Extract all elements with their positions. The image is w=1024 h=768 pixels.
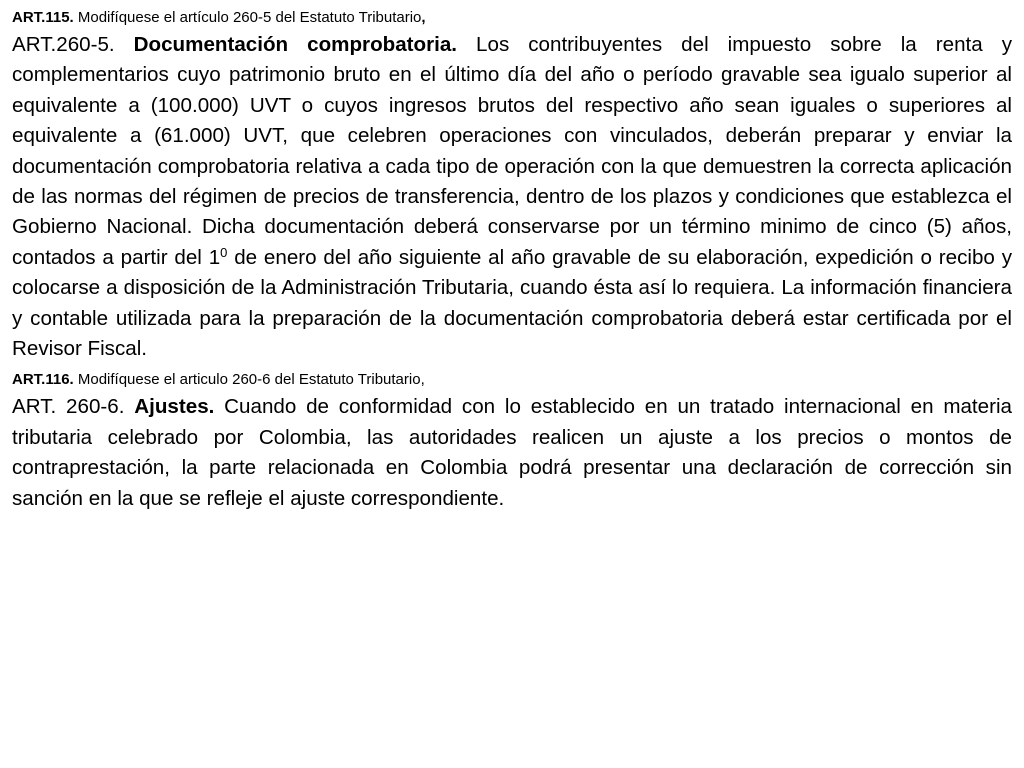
article-115-number: ART.115. (12, 9, 74, 26)
article-260-6-text: Cuando de conformidad con lo establecido en un tratado internacional en materia tributaria celebrado por Colombia, las autoridades realicen un ajuste a los precios o montos de contraprestación, la parte relacionada en Colombia podrá presentar una declaración de corrección sin sanción en la que se refleje el ajuste correspondiente. (12, 395, 1012, 510)
article-260-5-text-part2: de enero del año siguiente al año gravable de su elaboración, expedición o recibo y colocarse a disposición de la Administración Tributaria, cuando ésta así lo requiera. La información financiera y contable utilizada para la preparación de la documentación comprobatoria deberá estar certificada por el Revisor Fiscal. (12, 245, 1012, 361)
article-260-6-body (12, 392, 1012, 514)
article-260-6-title: Ajustes. (134, 395, 215, 419)
article-116-heading-text: Modifíquese el articulo 260-6 del Estatuto Tributario, (73, 371, 425, 389)
article-116-number: ART.116. (12, 371, 74, 389)
article-115-heading-comma: , (421, 9, 426, 26)
article-116-heading (12, 370, 1012, 390)
article-115-heading-text: Modifíquese el artículo 260-5 del Estatuto Tributario (73, 9, 422, 26)
document-slide (12, 8, 1012, 520)
article-115-heading (12, 8, 1012, 28)
article-260-5-superscript: 0 (220, 244, 228, 260)
article-260-6-prefix: ART. 260-6. (12, 395, 135, 419)
article-260-5-title: Documentación comprobatoria. (133, 33, 458, 56)
article-260-5-text-part1: Los contribuyentes del impuesto sobre la renta y complementarios cuyo patrimonio bruto en el último día del año o período gravable sea igualo superior al equivalente a (100.000) UVT o cuyos ingresos brutos del respectivo año sean iguales o superiores al equivalente a (61.000) UVT, que celebren operaciones con vinculados, deberán preparar y enviar la documentación comprobatoria relativa a cada tipo de operación con la que demuestren la correcta aplicación de las normas del régimen de precios de transferencia, dentro de los plazos y condiciones que establezca el Gobierno Nacional. Dicha documentación deberá conservarse por un término minimo de cinco (5) años, contados a partir del 1 (12, 33, 1012, 269)
article-260-5-body (12, 30, 1012, 364)
article-260-5-prefix: ART.260-5. (12, 33, 134, 56)
